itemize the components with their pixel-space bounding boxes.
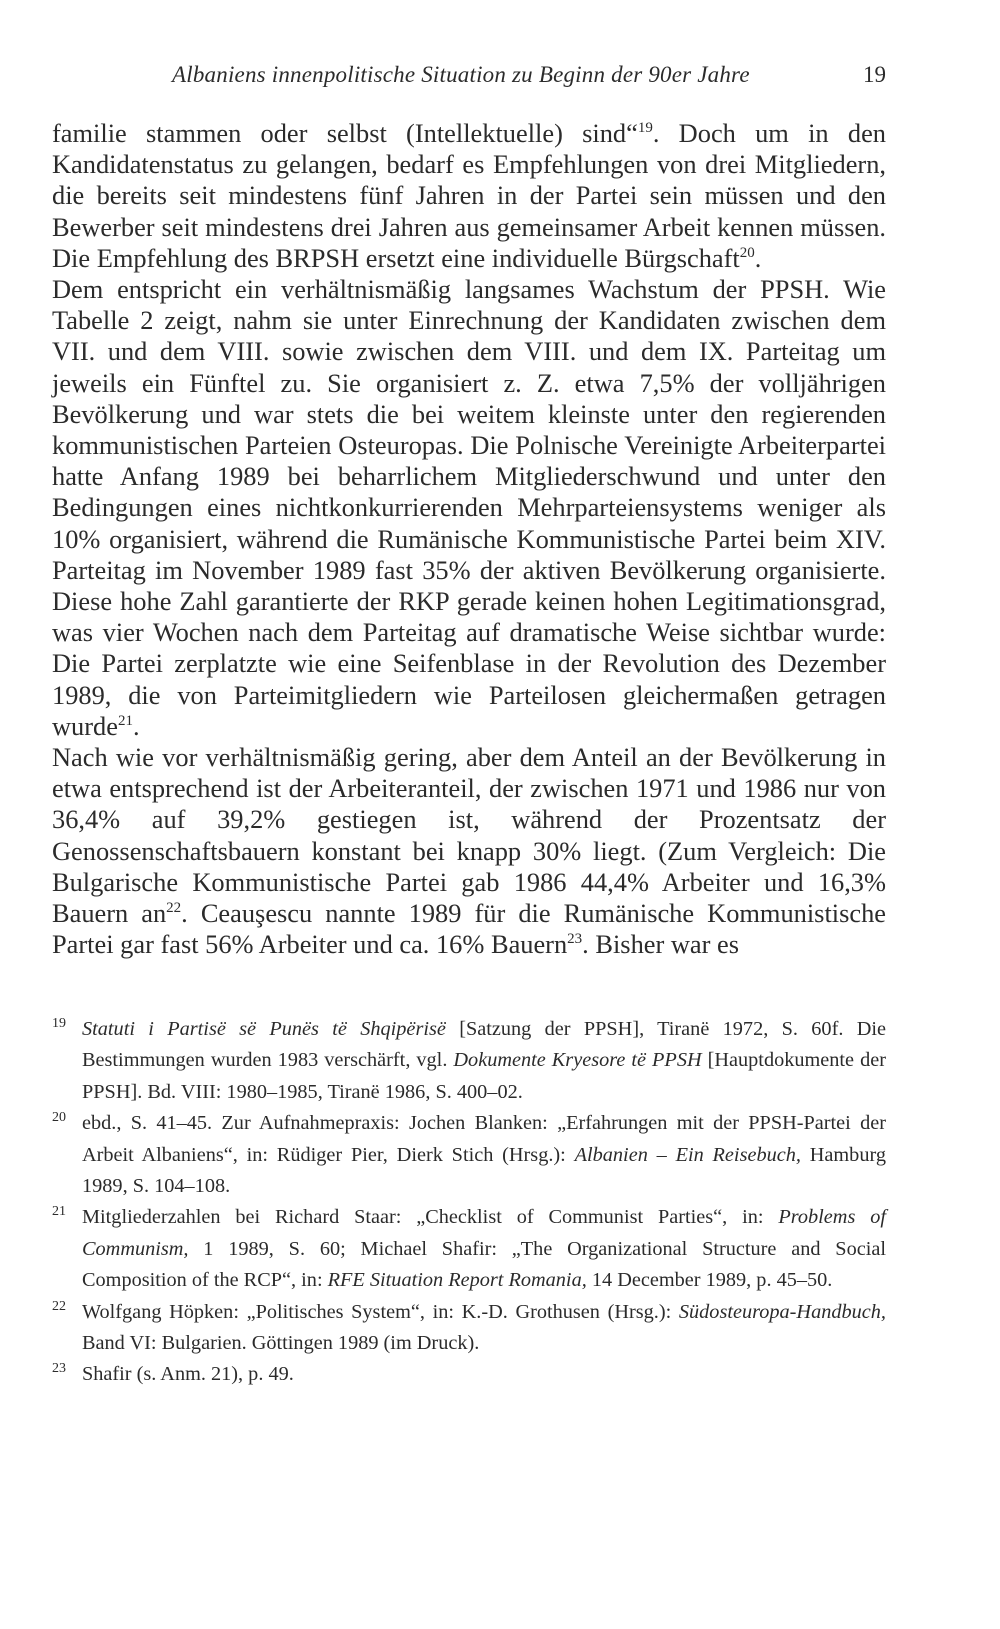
footnote-19-text-2: [Hauptdokumente der PPSH]. Bd. VIII: 1980–1985, Tiranë 1986, S. 400–02. bbox=[82, 1049, 886, 1103]
footnote-22-text-1: Wolfgang Höpken: „Politisches System“, in: K.-D. Grothusen (Hrsg.): bbox=[82, 1300, 679, 1323]
paragraph-3-text-c: . Bisher war es bbox=[582, 929, 740, 960]
footnote-ref-21: 21 bbox=[117, 712, 133, 729]
footnote-19-title-1: Statuti i Partisë së Punës të Shqipërisë bbox=[82, 1018, 446, 1040]
footnote-number-22: 22 bbox=[52, 1298, 66, 1314]
paragraph-1-text-a: familie stammen oder selbst (Intellektuelle) sind“ bbox=[52, 118, 638, 148]
footnote-21-title-2: RFE Situation Report Romania, bbox=[327, 1269, 587, 1292]
footnote-number-23: 23 bbox=[52, 1361, 66, 1377]
footnote-ref-22: 22 bbox=[166, 900, 182, 917]
paragraph-1 bbox=[52, 118, 886, 274]
footnote-19-text-1: [Satzung der PPSH], Tiranë 1972, S. 60f. Die Bestimmungen wurden 1983 verschärft, vgl. bbox=[82, 1018, 887, 1072]
footnote-ref-20: 20 bbox=[739, 244, 755, 261]
footnote-number-20: 20 bbox=[52, 1110, 66, 1126]
footnote-20-text-2: Hamburg 1989, S. 104–108. bbox=[82, 1143, 886, 1198]
paragraph-3-text-b: . Ceauşescu nannte 1989 für die Rumänische Kommunistische Partei gar fast 56% Arbeiter und ca. 16% Bauern bbox=[52, 898, 886, 960]
paragraph-1-text-b: . Doch um in den Kandidatenstatus zu gelangen, bedarf es Empfehlungen von drei Mitgliedern, die bereits seit mindestens fünf Jahren in der Partei sein müssen und den Bewerber seit mindestens drei Jahren aus gemeinsamer Arbeit kennen müssen. Die Empfehlung des BRPSH ersetzt eine individuelle Bürgschaft bbox=[52, 118, 886, 273]
paragraph-2-text-a: Dem entspricht ein verhältnismäßig langsames Wachstum der PPSH. Wie Tabelle 2 zeigt, nahm sie unter Einrechnung der Kandidaten zwischen dem VII. und dem VIII. sowie zwischen dem VIII. und dem IX. Parteitag um jeweils ein Fünftel zu. Sie organisiert z. Z. etwa 7,5% der volljährigen Bevölkerung und war stets die bei weitem kleinste unter den regierenden kommunistischen Parteien Osteuropas. Die Polnische Vereinigte Arbeiterpartei hatte Anfang 1989 bei beharrlichem Mitgliederschwund und unter den Bedingungen eines nichtkonkurrierenden Mehrparteiensystems weniger als 10% organisiert, während die Rumänische Kommunistische Partei beim XIV. Parteitag im November 1989 fast 35% der aktiven Bevölkerung organisierte. Diese hohe Zahl garantierte der RKP gerade keinen hohen Legitimationsgrad, was vier Wochen nach dem Parteitag auf dramatische Weise sichtbar wurde: Die Partei zerplatzte wie eine Seifenblase in der Revolution des Dezember 1989, die von Parteimitgliedern wie Parteilosen gleichermaßen getragen wurde bbox=[52, 274, 886, 741]
footnote-20-text-1: ebd., S. 41–45. Zur Aufnahmepraxis: Jochen Blanken: „Erfahrungen mit der PPSH-Partei der Arbeit Albaniens“, in: Rüdiger Pier, Dierk Stich (Hrsg.): bbox=[82, 1112, 886, 1166]
paragraph-2-text-b: . bbox=[132, 710, 140, 741]
body-text bbox=[52, 118, 886, 960]
paragraph-3 bbox=[52, 742, 886, 960]
paragraph-2 bbox=[52, 274, 886, 742]
footnote-20 bbox=[52, 1108, 886, 1202]
paragraph-1-text-c: . bbox=[754, 242, 762, 273]
running-header bbox=[52, 62, 886, 102]
footnote-ref-19: 19 bbox=[637, 120, 653, 136]
footnote-21-text-3: 14 December 1989, p. 45–50. bbox=[586, 1269, 833, 1292]
footnote-21-title-1: Problems of Communism, bbox=[82, 1206, 886, 1260]
paragraph-3-text-a: Nach wie vor verhältnismäßig gering, aber dem Anteil an der Bevölkerung in etwa entsprechend ist der Arbeiteranteil, der zwischen 1971 und 1986 nur von 36,4% auf 39,2% gestiegen ist, während der Prozentsatz der Genossenschaftsbauern konstant bei knapp 30% liegt. (Zum Vergleich: Die Bulgarische Kommunistische Partei gab 1986 44,4% Arbeiter und 16,3% Bauern an bbox=[52, 742, 886, 929]
footnote-19 bbox=[52, 1014, 886, 1108]
footnote-20-title: Albanien – Ein Reisebuch, bbox=[574, 1143, 801, 1166]
footnote-23 bbox=[52, 1359, 886, 1390]
footnote-22 bbox=[52, 1297, 886, 1360]
footnote-21-text-2: 1 1989, S. 60; Michael Shafir: „The Organizational Structure and Social Composition of the RCP“, in: bbox=[82, 1237, 886, 1292]
footnote-number-19: 19 bbox=[52, 1016, 66, 1031]
footnote-22-text-2: Band VI: Bulgarien. Göttingen 1989 (im Druck). bbox=[82, 1332, 480, 1355]
footnote-21-text-1: Mitgliederzahlen bei Richard Staar: „Checklist of Communist Parties“, in: bbox=[82, 1206, 779, 1229]
footnote-21 bbox=[52, 1202, 886, 1296]
footnote-number-21: 21 bbox=[52, 1204, 66, 1220]
page-number: 19 bbox=[863, 62, 886, 87]
footnote-19-title-2: Dokumente Kryesore të PPSH bbox=[453, 1049, 702, 1072]
footnote-23-text-1: Shafir (s. Anm. 21), p. 49. bbox=[82, 1363, 294, 1386]
footnotes bbox=[52, 1014, 886, 1391]
footnote-22-title: Südosteuropa-Handbuch, bbox=[678, 1300, 886, 1323]
footnote-ref-23: 23 bbox=[567, 931, 583, 948]
running-header-title: Albaniens innenpolitische Situation zu Beginn der 90er Jahre bbox=[172, 62, 750, 87]
